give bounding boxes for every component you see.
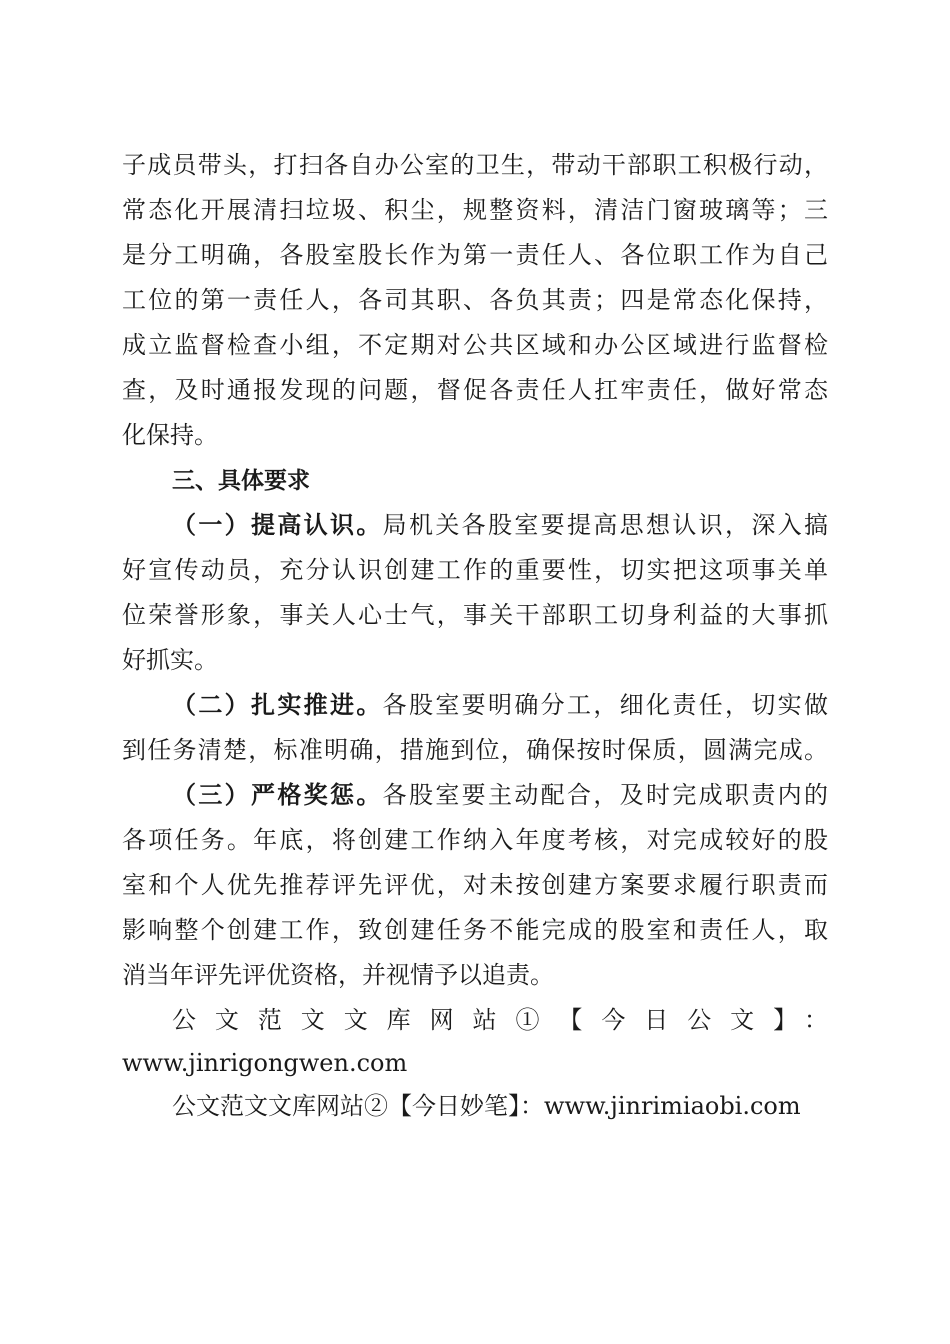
item2-lead: （二）扎实推进。: [172, 691, 383, 719]
item3-line-3: 室和个人优先推荐评先评优，对未按创建方案要求履行职责而: [122, 871, 828, 899]
item3-line-5: 消当年评先评优资格，并视情予以追责。: [122, 961, 554, 989]
item1-line-2: 好宣传动员，充分认识创建工作的重要性，切实把这项事关单: [122, 556, 828, 584]
footer-site1-url[interactable]: www.jinrigongwen.com: [122, 1049, 408, 1077]
section-heading: 三、具体要求: [172, 468, 310, 494]
item1-first-text: 局机关各股室要提高思想认识，深入搞: [382, 511, 829, 539]
item3-line-2: 各项任务。年底，将创建工作纳入年度考核，对完成较好的股: [122, 826, 828, 854]
item1-first-line: [172, 510, 828, 540]
item2-first-line: [172, 690, 828, 720]
footer-site2[interactable]: 公文范文文库网站②【今日妙笔】：www.jinrimiaobi.com: [172, 1092, 801, 1120]
item1-line-4: 好抓实。: [122, 646, 218, 674]
item3-first-line: [172, 780, 828, 810]
item1-lead: （一）提高认识。: [172, 511, 383, 539]
item2-first-text: 各股室要明确分工，细化责任，切实做: [382, 691, 829, 719]
footer-site1: 公文范文文库网站①【今日公文】：: [172, 1006, 828, 1034]
item1-line-3: 位荣誉形象，事关人心士气，事关干部职工切身利益的大事抓: [122, 601, 828, 629]
body-line-3: 是分工明确，各股室股长作为第一责任人、各位职工作为自己: [122, 241, 828, 269]
item3-lead: （三）严格奖惩。: [172, 781, 383, 809]
body-line-4: 工位的第一责任人，各司其职、各负其责；四是常态化保持，: [122, 286, 828, 314]
item3-line-4: 影响整个创建工作，致创建任务不能完成的股室和责任人，取: [122, 916, 828, 944]
item3-first-text: 各股室要主动配合，及时完成职责内的: [382, 781, 829, 809]
body-line-7: 化保持。: [122, 421, 218, 449]
body-line-6: 查，及时通报发现的问题，督促各责任人扛牢责任，做好常态: [122, 376, 828, 404]
body-line-2: 常态化开展清扫垃圾、积尘，规整资料，清洁门窗玻璃等；三: [122, 196, 828, 224]
body-line-5: 成立监督检查小组，不定期对公共区域和办公区域进行监督检: [122, 331, 828, 359]
item2-line-2: 到任务清楚，标准明确，措施到位，确保按时保质，圆满完成。: [122, 736, 828, 764]
body-line-1: 子成员带头，打扫各自办公室的卫生，带动干部职工积极行动，: [122, 151, 828, 179]
